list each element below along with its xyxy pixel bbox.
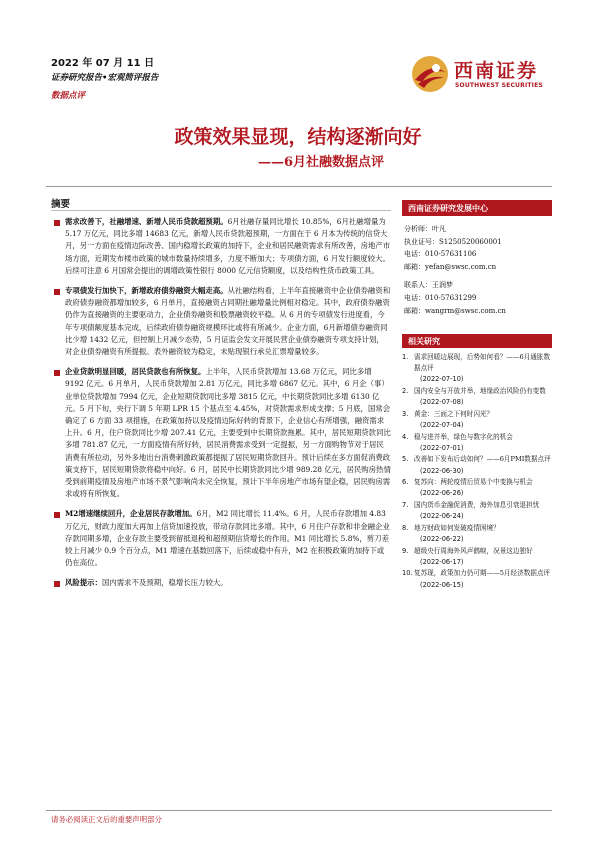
abstract-paragraph [51,508,391,569]
paragraph-lead: 专项债发行加快下，新增政府债券融资大幅走高。 [65,286,228,296]
paragraph-text: 从社融结构看，上半年直接融资中企业债券融资和政府债券融资都增加较多，6 月单月，直接融资占同期社融增量比例相对稳定。其中，政府债券融资仍作为直接融资的主要驱动力，企业债券融资和股票融资较平稳。从 6 月的专项债发行进度看，今年专项债额度基本完成，后续政府债券融资规模环比或将有所减少。企业方面，6月新增债券融资同比少增 1432 亿元，但控制上月减少态势，5 月证监会发文开展民营企业债券融资专项支持计划，对企业债券融资有所提振。表外融资较为稳定，未贴现银行承兑汇票增量较多。 [65,286,391,357]
related-item[interactable]: 5. 改善如下发布后动如何？——6月PMI数据点评 (2022-06-30) [402,455,551,475]
related-item[interactable]: 8. 地方财政如何发破疫情困境？ (2022-06-22) [402,523,500,543]
company-logo [408,52,554,96]
paragraph-text: 上半年，人民币贷款增加 13.68 万亿元，同比多增 9192 亿元。6 月单月，人民币贷款增加 2.81 万亿元，同比多增 6867 亿元。其中，6 月企（事）业单位贷款增加 7994 亿元，企业短期贷款同比多增 3815 亿元，中长期贷款同比多增 6130 亿元。5 月下旬，央行下调 5 年期 LPR 15 个基点至 4.45%，对贷款需求形成支撑；5 月底，国常会确定了 6 方面 33 项措施，在政策加持以及疫情边际好转的背景下，企业信心有所增强，融资需求上升。6 月，住户贷款同比少增 207.41 亿元，主要受到中长期贷款拖累。其中，居民短期贷款同比多增 781.87 亿元，一方面疫情有所好转，居民消费需求受到一定提振，另一方面购物节对于居民消费有所拉动，另外多地出台消费刺激政策都提振了居民短期贷款回升。预计后续在多方面促消费政策支持下，居民短期贷款将稳中向好。6 月，居民中长期贷款同比少增 989.28 亿元，居民购房热情受到前期疫情及房地产市场不景气影响尚未完全恢复，预计下半年房地产市场有望企稳，居民购房需求或将有所恢复。 [65,367,391,499]
footer-divider [46,810,552,811]
abstract-body [51,216,391,598]
related-heading: 相关研究 [402,334,552,348]
analyst-name: 分析师：叶凡 [404,225,446,233]
contact-phone: 电话：010-57631299 [404,293,477,302]
related-item[interactable]: 2. 国内安全与开放并举，地缘政治风险仍有变数 (2022-07-08) [402,387,546,407]
analyst-email[interactable]: 邮箱：yefan@swsc.com.cn [404,262,497,271]
footer-disclaimer: 请务必阅读正文后的重要声明部分 [51,815,162,824]
related-item[interactable]: 4. 稳与进并举，绿色与数字化的机会 (2022-07-01) [402,432,513,452]
related-item[interactable]: 3. 黄金：三面之下何时闪光？ (2022-07-04) [402,409,494,429]
logo-emblem-icon [410,54,450,94]
related-item[interactable]: 9. 超级央行周海外风声鹤唳，况景这边独好 (2022-06-17) [402,546,533,566]
logo-text-cn: 西南证券 [454,60,539,82]
related-research-list [402,352,554,591]
report-type: 证券研究报告•宏观简评报告 [51,73,159,83]
analyst-cert: 执业证号：S1250520060001 [404,237,502,246]
abstract-paragraph [51,216,391,277]
related-item[interactable]: 6. 复苏向：两轮疫情后贸易个中变换与机会 (2022-06-26) [402,478,533,498]
paragraph-lead: 风险提示： [65,578,102,588]
abstract-heading: 摘要 [51,199,71,210]
paragraph-text: 6月社融存量同比增长 10.85%，6月社融增量为 5.17 万亿元，同比多增 14683 亿元，新增人民币贷款超预期，一方面在于 6 月本为传统的信贷大月，另一方面在疫情边际改善、国内稳增长政策的加持下，企业和居民融资需求有所改善，房地产市场方面，近期发布楼市政策的城市数量持续增多，力度不断加大；专项债方面，6 月发行额度较大。后续可注意 6 月国常会提出的调增政策性银行 8000 亿元信贷额度，以及结构性货币政策工具。 [65,217,391,275]
abstract-paragraph [51,285,391,358]
abstract-paragraph [51,366,391,500]
header-divider [46,186,552,187]
abstract-divider [51,210,391,211]
report-subtitle: ——6月社融数据点评 [257,155,384,170]
related-item[interactable]: 7. 国内货币金融促消费，海外加息引衰退担忧 (2022-06-24) [402,500,540,521]
related-item[interactable]: 10. 复苏现，政策加力仍可期——5月经济数据点评 (2022-06-15) [402,569,551,589]
team-heading: 西南证券研究发展中心 [402,200,552,216]
paragraph-lead: 企业贷款明显回暖，居民贷款也有所恢复。 [65,367,206,377]
paragraph-lead: 需求改善下，社融增速、新增人民币贷款超预期。 [65,217,228,226]
analyst-phone: 电话：010-57631106 [404,250,477,259]
analyst-contacts [404,223,552,317]
report-date: 2022 年 07 月 11 日 [51,58,155,69]
abstract-paragraph [51,577,391,589]
report-title: 政策效果显现，结构逐渐向好 [174,126,422,148]
paragraph-text: 国内需求不及预期，稳增长压力较大。 [101,578,228,588]
logo-text-en: SOUTHWEST SECURITIES [455,82,543,89]
paragraph-text: 6月，M2 同比增长 11.4%。6 月，人民币存款增加 4.83 万亿元，财政力度加大再加上信贷加速投放，带动存款同比多增。其中，6 月住户存款和非金融企业存款同期多增，企业存款主要受到留抵退税和超预期信贷增长的作用。M1 同比增长 5.8%，剪刀差较上月减少 0.9 个百分点，M1 增速在基数回落下，后续或稳中有升，M2 在积极政策的加持下或仍在高位。 [65,509,390,568]
related-item[interactable]: 1. 需求回暖边展现，后势如何看？——6月通胀数据点评 (2022-07-10) [402,353,551,384]
report-subtype: 数据点评 [51,91,86,101]
contact-email[interactable]: 邮箱：wangrm@swsc.com.cn [404,306,506,315]
contact-name: 联系人：王润梦 [404,281,453,290]
paragraph-lead: M2增速继续回升，企业居民存款增加。 [65,509,197,519]
